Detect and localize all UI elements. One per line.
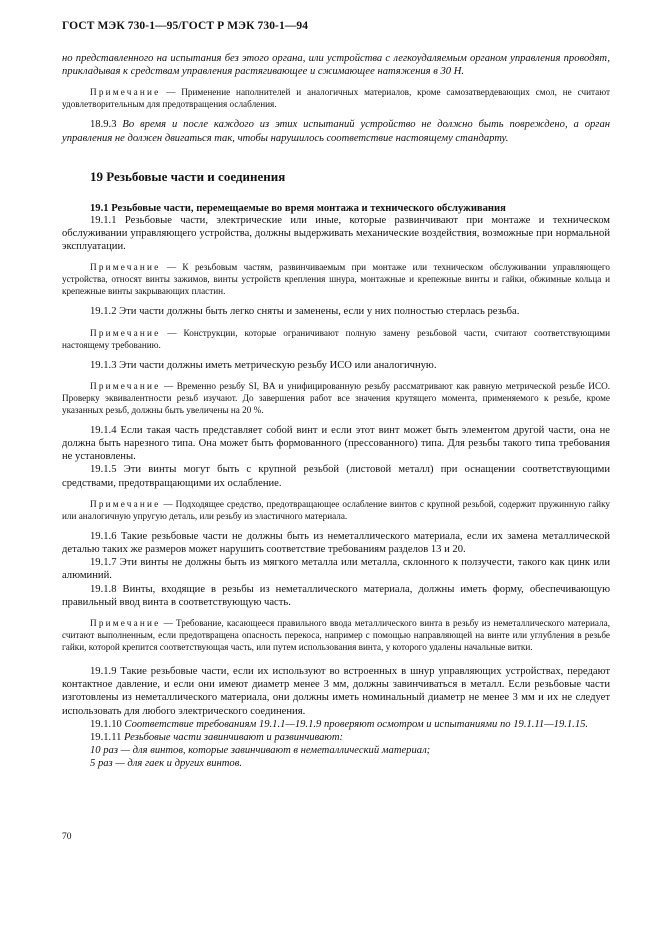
intro-continuation: но представленного на испытания без этого органа, или устройства с легкоудаляемым органом управления проводят, прикладывая к средствам управления растягивающее и сжимающее натяжения в 30 Н.	[62, 53, 610, 78]
list-line-2: 5 раз — для гаек и других винтов.	[90, 758, 242, 770]
note-text: — Временно резьбу SI, BA и унифицированную резьбу рассматривают как равную метрической резьбе ИСО. Проверку эквивалентности резьб изучают. До завершения работ все значения крутящего момента, применяемого к резьбе, кроме указанных резьб, должны быть увеличены на 20 %.	[62, 380, 610, 415]
note-19-1-5	[62, 498, 610, 522]
subsection-heading: 19.1 Резьбовые части, перемещаемые во время монтажа и технического обслуживания	[90, 202, 506, 214]
paragraph-19-1-8: 19.1.8 Винты, входящие в резьбы из неметаллического материала, должны иметь форму, обеспечивающую правильный ввод винта в соответствующую часть.	[62, 583, 610, 608]
paragraph-19-1-2: 19.1.2 Эти части должны быть легко сняты и заменены, если у них полностью стерлась резьба.	[90, 306, 520, 318]
paragraph-19-1-10	[62, 718, 610, 731]
paragraph-19-1-3: 19.1.3 Эти части должны иметь метрическую резьбу ИСО или аналогичную.	[90, 359, 437, 371]
note-19-1-2	[62, 327, 610, 351]
paragraph-number: 18.9.3	[90, 119, 117, 131]
note-text: — Применение наполнителей и аналогичных материалов, кроме самозатвердевающих смол, не считают удовлетворительным для предотвращения ослабления.	[62, 87, 610, 110]
note-label: Примечание	[90, 498, 161, 509]
note-label: Примечание	[90, 327, 161, 338]
paragraph-19-1-7: 19.1.7 Эти винты не должны быть из мягкого металла или металла, склонного к ползучести, такого как цинк или алюминий.	[62, 557, 610, 582]
note-19-1-1	[62, 261, 610, 297]
paragraph-19-1-6: 19.1.6 Такие резьбовые части не должны быть из неметаллического материала, если их замена металлической деталью таких же размеров может нарушить соответствие требованиям разделов 13 и 20.	[62, 530, 610, 556]
document-header: ГОСТ МЭК 730-1—95/ГОСТ Р МЭК 730-1—94	[62, 20, 309, 32]
note-text: — К резьбовым частям, развинчиваемым при монтаже или техническом обслуживании управляющего устройства, относят винты зажимов, винты устройств крепления шнура, монтажные и крепежные винты и гайки, обжимные кольца и крепежные винты закрывающих пластин.	[62, 262, 610, 297]
paragraph-text: Во время и после каждого из этих испытаний устройство не должно быть повреждено, а орган управления не должен двигаться так, чтобы нарушилось соответствие настоящему стандарту.	[62, 119, 610, 144]
document-page	[62, 20, 610, 771]
note-19-1-8	[62, 617, 610, 653]
paragraph-text: Соответствие требованиям 19.1.1—19.1.9 проверяют осмотром и испытаниями по 19.1.11—19.1.15.	[121, 718, 589, 730]
paragraph-19-1-11	[62, 731, 610, 744]
paragraph-19-1-1: 19.1.1 Резьбовые части, электрические или иные, которые развинчивают при монтаже и техническом обслуживании управляющего устройства, должны выдерживать механические воздействия, возможные при нормальной эксплуатации.	[62, 214, 610, 253]
paragraph-text: Резьбовые части завинчивают и развинчивают:	[121, 732, 344, 744]
page-number: 70	[62, 832, 72, 842]
note-label: Примечание	[90, 380, 161, 391]
note-text: — Подходящее средство, предотвращающее ослабление винтов с крупной резьбой, содержит пружинную гайку или аналогичную упругую деталь, или резьбу из эластичного материала.	[62, 498, 610, 521]
note-text: — Требование, касающееся правильного ввода металлического винта в резьбу из неметаллического материала, считают выполненным, если предотвращена опасность перекоса, например с помощью направляющей на винте или углубления в резьбе гайки, которой крепится соответствующая часть, или путем использования винта, у которого удалены начальные витки.	[62, 618, 610, 653]
section-title: 19 Резьбовые части и соединения	[90, 168, 286, 184]
note-label: Примечание	[90, 262, 161, 273]
list-line-1: 10 раз — для винтов, которые завинчивают в неметаллический материал;	[90, 745, 431, 757]
intro-note	[62, 86, 610, 110]
paragraph-number: 19.1.10	[90, 718, 122, 730]
paragraph-19-1-9: 19.1.9 Такие резьбовые части, если их используют во встроенных в шнур управляющих устройствах, передают контактное давление, и если они имеют диаметр менее 3 мм, должны завинчиваться в металл. Если резьбовые части изготовлены из неметаллического материала, они должны иметь номинальный диаметр не менее 3 мм и их не следует использовать для любого электрического соединения.	[62, 666, 610, 717]
paragraph-19-1-5: 19.1.5 Эти винты могут быть с крупной резьбой (листовой металл) при оснащении соответствующими средствами, предотвращающими их ослабление.	[62, 464, 610, 489]
note-text: — Конструкции, которые ограничивают полную замену резьбовой части, считают соответствующими настоящему требованию.	[62, 327, 610, 350]
paragraph-number: 19.1.11	[90, 732, 122, 744]
note-label: Примечание	[90, 87, 161, 98]
note-label: Примечание	[90, 618, 161, 629]
paragraph-19-1-4: 19.1.4 Если такая часть представляет собой винт и если этот винт может быть элементом другой части, она не должна быть нарезного типа. Она может быть формованного (прессованного) типа. Для резьбы такого типа требования не установлены.	[62, 424, 610, 463]
note-19-1-3	[62, 380, 610, 416]
paragraph-18-9-3	[62, 118, 610, 144]
